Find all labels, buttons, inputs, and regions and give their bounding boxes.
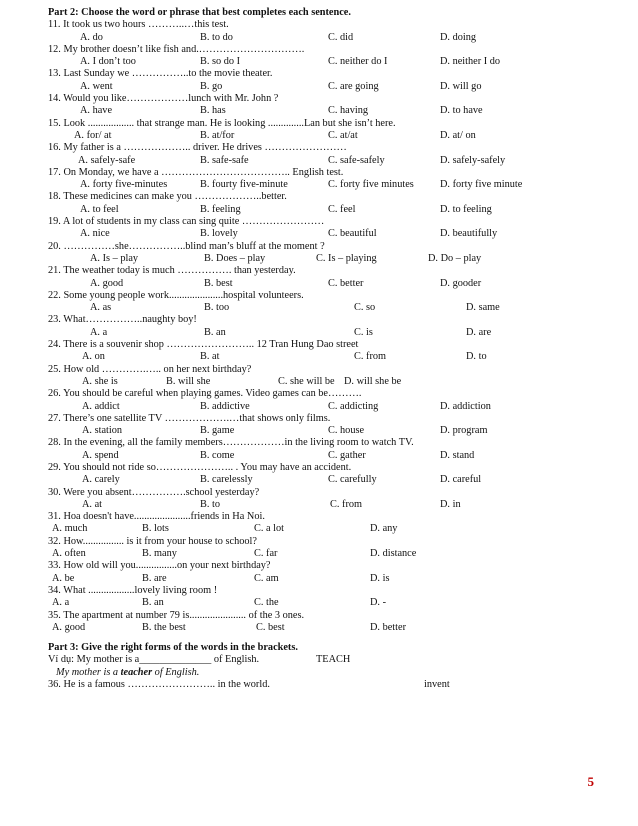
option-a: A. good [90, 277, 124, 289]
option-d: D. is [370, 572, 390, 584]
options-row [48, 548, 608, 560]
question-text: 33. How old will you................on your next birthday? [48, 560, 271, 572]
option-b: B. are [142, 572, 167, 584]
option-c: C. forty five minutes [328, 179, 414, 191]
option-b: B. to do [200, 31, 233, 43]
option-d: D. are [466, 326, 492, 338]
option-c: C. at/at [328, 129, 358, 141]
part2-heading: Part 2: Choose the word or phrase that best completes each sentence. [48, 7, 351, 18]
options-row [48, 105, 608, 117]
option-c: C. the [254, 597, 279, 609]
option-d: D. stand [440, 449, 475, 461]
options-row [48, 253, 608, 265]
option-c: C. house [328, 425, 365, 437]
question-text: 17. On Monday, we have a ……………………………….. English test. [48, 166, 344, 178]
option-a: A. safely-safe [78, 154, 136, 166]
question-text: 20. ……………she……………..blind man’s bluff at the moment ? [48, 240, 325, 252]
option-b: B. lovely [200, 228, 238, 240]
option-a: A. have [80, 105, 113, 117]
question-text: 25. How old ………….….. on her next birthday? [48, 363, 252, 375]
option-d: D. Do – play [428, 252, 482, 264]
question-text: 28. In the evening, all the family members………………in the living room to watch TV. [48, 437, 414, 449]
option-a: A. a [52, 597, 70, 609]
option-b: B. at/for [200, 129, 235, 141]
options-row [48, 179, 608, 191]
question-text: 16. My father is a ……………….. driver. He drives …………………… [48, 142, 347, 154]
option-a: A. be [52, 572, 75, 584]
options-row [48, 130, 608, 142]
question-text: 11. It took us two hours ………..…this test. [48, 19, 229, 31]
option-a: A. I don’t too [80, 56, 136, 68]
option-b: B. has [200, 105, 226, 117]
options-row [48, 56, 608, 68]
option-c: C. is [354, 326, 373, 338]
option-a: A. for/ at [74, 129, 112, 141]
option-d: D. safely-safely [440, 154, 506, 166]
options-row [48, 376, 608, 388]
option-d: D. to [466, 351, 487, 363]
option-b: B. addictive [200, 400, 250, 412]
option-d: D. careful [440, 474, 482, 486]
option-a: A. Is – play [90, 252, 139, 264]
options-row [48, 597, 608, 609]
question-36 [48, 679, 608, 691]
option-c: C. a lot [254, 523, 285, 535]
option-a: A. to feel [80, 203, 119, 215]
question-text: 21. The weather today is much ……………. than yesterday. [48, 265, 296, 277]
option-b: B. Does – play [204, 252, 266, 264]
option-c: C. carefully [328, 474, 377, 486]
options-row [48, 450, 608, 462]
example-line [48, 654, 608, 666]
option-d: D. program [440, 425, 488, 437]
options-row [48, 228, 608, 240]
option-d: D. better [370, 621, 407, 633]
options-row [48, 302, 608, 314]
option-d: D. to feeling [440, 203, 492, 215]
options-row [48, 81, 608, 93]
option-a: A. do [80, 31, 103, 43]
question-text: 34. What ..................lovely living room ! [48, 584, 218, 596]
question-text: 27. There’s one satellite TV ……………….…that shows only films. [48, 412, 331, 424]
question-text: 23. What……………..naughty boy! [48, 314, 197, 326]
option-b: B. best [204, 277, 233, 289]
question-text: 15. Look .................. that strange man. He is looking ..............Lan but she isn’t here. [48, 117, 396, 129]
option-d: D. addiction [440, 400, 491, 412]
question-text: 35. The apartment at number 79 is...................... of the 3 ones. [48, 609, 305, 621]
option-c: C. neither do I [328, 56, 388, 68]
option-d: D. beautifully [440, 228, 498, 240]
option-d: D. same [466, 302, 500, 314]
option-b: B. come [200, 449, 235, 461]
option-a: A. at [82, 498, 103, 510]
options-row [48, 327, 608, 339]
question-text: 26. You should be careful when playing games. Video games can be………. [48, 388, 362, 400]
question-36-root-word: invent [424, 679, 450, 691]
option-a: A. carely [82, 474, 120, 486]
option-b: B. an [204, 326, 226, 338]
options-row [48, 155, 608, 167]
option-a: A. much [52, 523, 88, 535]
option-b: B. the best [142, 621, 186, 633]
example-answer [48, 667, 608, 679]
option-c: C. addicting [328, 400, 379, 412]
section-gap [48, 634, 608, 642]
option-b: B. to [200, 498, 221, 510]
option-d: D. distance [370, 548, 417, 560]
option-a: A. forty five-minutes [80, 179, 168, 191]
option-a: A. as [90, 302, 112, 314]
option-b: B. an [142, 597, 164, 609]
options-row [48, 278, 608, 290]
option-d: D. at/ on [440, 129, 476, 141]
question-text: 14. Would you like………………lunch with Mr. John ? [48, 93, 279, 105]
option-b: B. too [204, 302, 230, 314]
options-row [48, 499, 608, 511]
option-d: D. forty five minute [440, 179, 523, 191]
option-c: C. are going [328, 80, 379, 92]
option-c: C. so [354, 302, 376, 314]
option-b: B. at [200, 351, 220, 363]
question-text: 24. There is a souvenir shop …………………….. 12 Tran Hung Dao street [48, 339, 359, 351]
example-root-word: TEACH [316, 654, 351, 666]
option-b: B. fourty five-minute [200, 179, 288, 191]
option-a: A. often [52, 548, 86, 560]
option-d: D. any [370, 523, 398, 535]
option-a: A. nice [80, 228, 110, 240]
question-text: 12. My brother doesn’t like fish and.…………………………. [48, 43, 305, 55]
option-c: C. feel [328, 203, 356, 215]
part3-heading: Part 3: Give the right forms of the words in the brackets. [48, 642, 298, 654]
example-answer-bold: teacher [120, 666, 153, 678]
option-b: B. go [200, 80, 223, 92]
option-c: C. far [254, 548, 278, 560]
question-text: 32. How................ is it from your house to school? [48, 535, 257, 547]
question-text: 30. Were you absent…………….school yesterday? [48, 486, 260, 498]
questions-list [48, 19, 608, 634]
option-b: B. carelessly [200, 474, 253, 486]
option-d: D. will go [440, 80, 482, 92]
option-c: C. beautiful [328, 228, 377, 240]
options-row [48, 32, 608, 44]
options-row [48, 401, 608, 413]
option-d: D. in [440, 498, 461, 510]
option-a: A. a [90, 326, 108, 338]
options-row [48, 474, 608, 486]
option-a: A. went [80, 80, 113, 92]
option-d: D. doing [440, 31, 477, 43]
option-b: B. safe-safe [200, 154, 249, 166]
example-answer-before: My mother is a [56, 666, 121, 678]
option-c: C. from [354, 351, 387, 363]
worksheet-page [48, 7, 608, 691]
option-b: B. feeling [200, 203, 241, 215]
option-a: A. on [82, 351, 105, 363]
question-text: 29. You should not ride so………………….. . You may have an accident. [48, 461, 352, 473]
option-b: B. will she [166, 375, 211, 387]
option-a: A. addict [82, 400, 120, 412]
option-c: C. gather [328, 449, 366, 461]
option-c: C. Is – playing [316, 252, 377, 264]
example-answer-after: of English. [152, 666, 200, 678]
options-row [48, 204, 608, 216]
option-c: C. safe-safely [328, 154, 385, 166]
question-text: 19. A lot of students in my class can sing quite …………………… [48, 216, 325, 228]
option-d: D. - [370, 597, 387, 609]
question-text: 18. These medicines can make you ………………..better. [48, 191, 287, 203]
options-row [48, 351, 608, 363]
option-c: C. she will be [278, 375, 335, 387]
option-a: A. good [52, 621, 86, 633]
question-36-text: 36. He is a famous …………………….. in the world. [48, 679, 270, 691]
options-row [48, 523, 608, 535]
option-a: A. station [82, 425, 123, 437]
options-row [48, 622, 608, 634]
option-c: C. am [254, 572, 279, 584]
option-d: D. will she be [344, 375, 402, 387]
option-b: B. game [200, 425, 235, 437]
question-text: 13. Last Sunday we ……………..to the movie theater. [48, 68, 273, 80]
page-number: 5 [587, 774, 594, 789]
option-c: C. did [328, 31, 354, 43]
example-sentence: Ví dụ: My mother is a______________ of English. [48, 654, 260, 666]
option-d: D. to have [440, 105, 483, 117]
option-d: D. neither I do [440, 56, 501, 68]
option-a: A. spend [82, 449, 119, 461]
option-b: B. many [142, 548, 177, 560]
option-b: B. lots [142, 523, 169, 535]
options-row [48, 425, 608, 437]
option-c: C. better [328, 277, 364, 289]
options-row [48, 573, 608, 585]
option-c: C. from [330, 498, 363, 510]
question-text: 22. Some young people work.....................hospital volunteers. [48, 289, 304, 301]
option-d: D. gooder [440, 277, 482, 289]
option-c: C. best [256, 621, 285, 633]
option-a: A. she is [82, 375, 118, 387]
option-c: C. having [328, 105, 369, 117]
option-b: B. so do I [200, 56, 241, 68]
question-text: 31. Hoa doesn't have......................friends in Ha Noi. [48, 511, 265, 523]
